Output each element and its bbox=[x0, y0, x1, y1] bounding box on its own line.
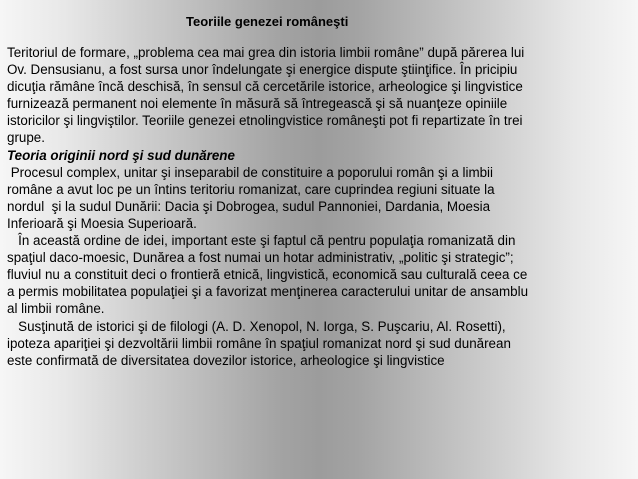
section-heading: Teoria originii nord şi sud dunărene bbox=[7, 147, 235, 163]
paragraph-line: dicuţia rămâne încă deschisă, în sensul că cercetările istorice, arheologice şi lingvistice bbox=[7, 79, 523, 95]
slide-title: Teoriile genezei româneşti bbox=[186, 14, 349, 29]
paragraph-line: Teritoriul de formare, „problema cea mai grea din istoria limbii române” după părerea lui bbox=[7, 45, 525, 60]
paragraph-line: istoricilor şi lingviştilor. Teoriile genezei etnolingvistice româneşti pot fi repartizate în trei bbox=[7, 113, 523, 129]
slide-body-text bbox=[7, 44, 635, 369]
paragraph-line: Ov. Densusianu, a fost sursa unor îndelungate şi energice dispute ştiinţifice. În pricipiu bbox=[7, 62, 518, 78]
paragraph-line: Susţinută de istorici şi de filologi (A. D. Xenopol, N. Iorga, S. Puşcariu, Al. Rosetti), bbox=[7, 318, 506, 334]
paragraph-line: grupe. bbox=[7, 130, 45, 146]
paragraph-line: ipoteza apariţiei şi dezvoltării limbii române în spaţiul romanizat nord şi sud dunărean bbox=[7, 335, 511, 351]
paragraph-line: române a avut loc pe un întins teritoriu romanizat, care cuprindea regiuni situate la bbox=[7, 181, 495, 197]
paragraph-line: Inferioară şi Moesia Superioară. bbox=[7, 215, 197, 231]
paragraph-line: al limbii române. bbox=[7, 301, 105, 317]
paragraph-line: fluviul nu a constituit deci o frontieră etnică, lingvistică, economică sau culturală ceea ce bbox=[7, 267, 528, 283]
paragraph-line: În această ordine de idei, important este şi faptul că pentru populaţia romanizată din bbox=[7, 233, 516, 249]
paragraph-line: este confirmată de diversitatea dovezilor istorice, arheologice şi lingvistice bbox=[7, 352, 445, 368]
paragraph-line: spaţiul daco-moesic, Dunărea a fost numai un hotar administrativ, „politic şi strategic”; bbox=[7, 250, 514, 266]
paragraph-line: Procesul complex, unitar şi inseparabil de constituire a poporului român şi a limbii bbox=[7, 164, 494, 180]
paragraph-line: furnizează permanent noi elemente în măsură să întregească şi să nuanţeze opiniile bbox=[7, 96, 508, 112]
paragraph-line: nordul şi la sudul Dunării: Dacia şi Dobrogea, sudul Pannoniei, Dardania, Moesia bbox=[7, 198, 491, 214]
paragraph-line: a permis mobilitatea populaţiei şi a favorizat menţinerea caracterului unitar de ansamblu bbox=[7, 284, 529, 300]
